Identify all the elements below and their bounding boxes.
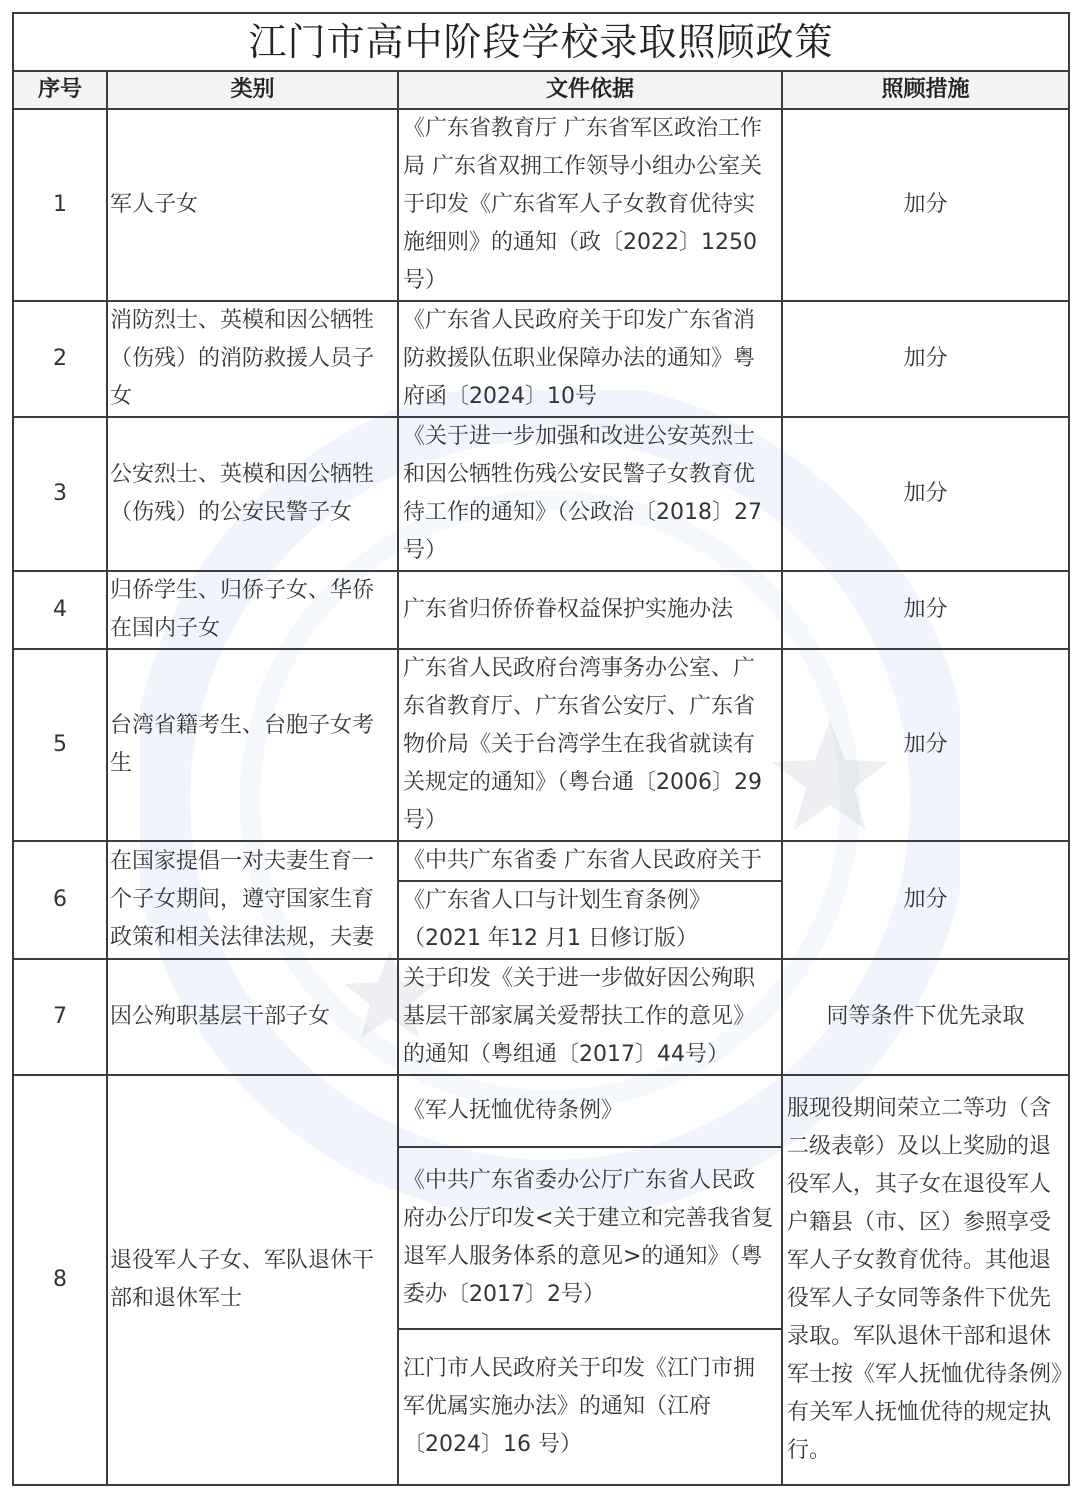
table-row: [13, 571, 1069, 649]
row-measure: 加分: [782, 301, 1069, 417]
row-basis-item: 《广东省人口与计划生育条例》（2021 年12 月1 日修订版）: [399, 880, 781, 958]
row-category: 台湾省籍考生、台胞子女考生: [107, 649, 398, 841]
row-category: 退役军人子女、军队退休干部和退休军士: [107, 1075, 398, 1485]
row-measure: 同等条件下优先录取: [782, 959, 1069, 1075]
row-basis: 广东省归侨侨眷权益保护实施办法: [398, 571, 782, 649]
table-title: 江门市高中阶段学校录取照顾政策: [13, 13, 1069, 71]
header-no: 序号: [13, 71, 107, 109]
row-basis-item: 《军人抚恤优待条例》: [403, 1098, 624, 1123]
row-number: 8: [13, 1075, 107, 1485]
row-number: 2: [13, 301, 107, 417]
row-basis-item: 江门市人民政府关于印发《江门市拥军优属实施办法》的通知（江府〔2024〕16 号）: [399, 1328, 781, 1484]
row-measure: 加分: [782, 571, 1069, 649]
row-measure: 加分: [782, 649, 1069, 841]
table-row: [13, 649, 1069, 841]
table-row: [13, 959, 1069, 1075]
row-basis: 关于印发《关于进一步做好因公殉职基层干部家属关爱帮扶工作的意见》的通知（粤组通〔2017〕44号）: [398, 959, 782, 1075]
row-basis: [398, 1075, 782, 1485]
table-row: [13, 301, 1069, 417]
table-row: [13, 417, 1069, 571]
table-row: [13, 841, 1069, 959]
row-basis: 广东省人民政府台湾事务办公室、广东省教育厅、广东省公安厅、广东省物价局《关于台湾学生在我省就读有关规定的通知》（粤台通〔2006〕29 号）: [398, 649, 782, 841]
row-basis: 《广东省人民政府关于印发广东省消防救援队伍职业保障办法的通知》粤府函〔2024〕10号: [398, 301, 782, 417]
table-row: [13, 1075, 1069, 1485]
table-row: [13, 109, 1069, 301]
header-basis: 文件依据: [398, 71, 782, 109]
row-category: 军人子女: [107, 109, 398, 301]
row-category: 公安烈士、英模和因公牺牲（伤残）的公安民警子女: [107, 417, 398, 571]
row-basis-item: 《中共广东省委办公厅广东省人民政府办公厅印发<关于建立和完善我省复退军人服务体系的意见>的通知》（粤委办〔2017〕2号）: [399, 1146, 781, 1328]
policy-table: [12, 12, 1070, 1486]
row-basis: [398, 841, 782, 959]
header-measure: 照顾措施: [782, 71, 1069, 109]
row-number: 7: [13, 959, 107, 1075]
row-category: 因公殉职基层干部子女: [107, 959, 398, 1075]
row-category: 归侨学生、归侨子女、华侨在国内子女: [107, 571, 398, 649]
row-measure: 加分: [782, 417, 1069, 571]
row-category: 消防烈士、英模和因公牺牲（伤残）的消防救援人员子女: [107, 301, 398, 417]
row-basis: 《广东省教育厅 广东省军区政治工作局 广东省双拥工作领导小组办公室关于印发《广东省军人子女教育优待实施细则》的通知（政〔2022〕1250号）: [398, 109, 782, 301]
row-measure: 加分: [782, 841, 1069, 959]
row-basis-item: 《中共广东省委 广东省人民政府关于: [403, 848, 762, 873]
row-number: 6: [13, 841, 107, 959]
header-category: 类别: [107, 71, 398, 109]
row-number: 3: [13, 417, 107, 571]
row-measure: 服现役期间荣立二等功（含二级表彰）及以上奖励的退役军人，其子女在退役军人户籍县（市、区）参照享受军人子女教育优待。其他退役军人子女同等条件下优先录取。军队退休干部和退休军士按《军人抚恤优待条例》有关军人抚恤优待的规定执行。: [782, 1075, 1069, 1485]
row-number: 1: [13, 109, 107, 301]
row-measure: 加分: [782, 109, 1069, 301]
row-basis: 《关于进一步加强和改进公安英烈士和因公牺牲伤残公安民警子女教育优待工作的通知》（公政治〔2018〕27号）: [398, 417, 782, 571]
row-number: 5: [13, 649, 107, 841]
row-number: 4: [13, 571, 107, 649]
row-category: 在国家提倡一对夫妻生育一个子女期间，遵守国家生育政策和相关法律法规，夫妻: [107, 841, 398, 959]
